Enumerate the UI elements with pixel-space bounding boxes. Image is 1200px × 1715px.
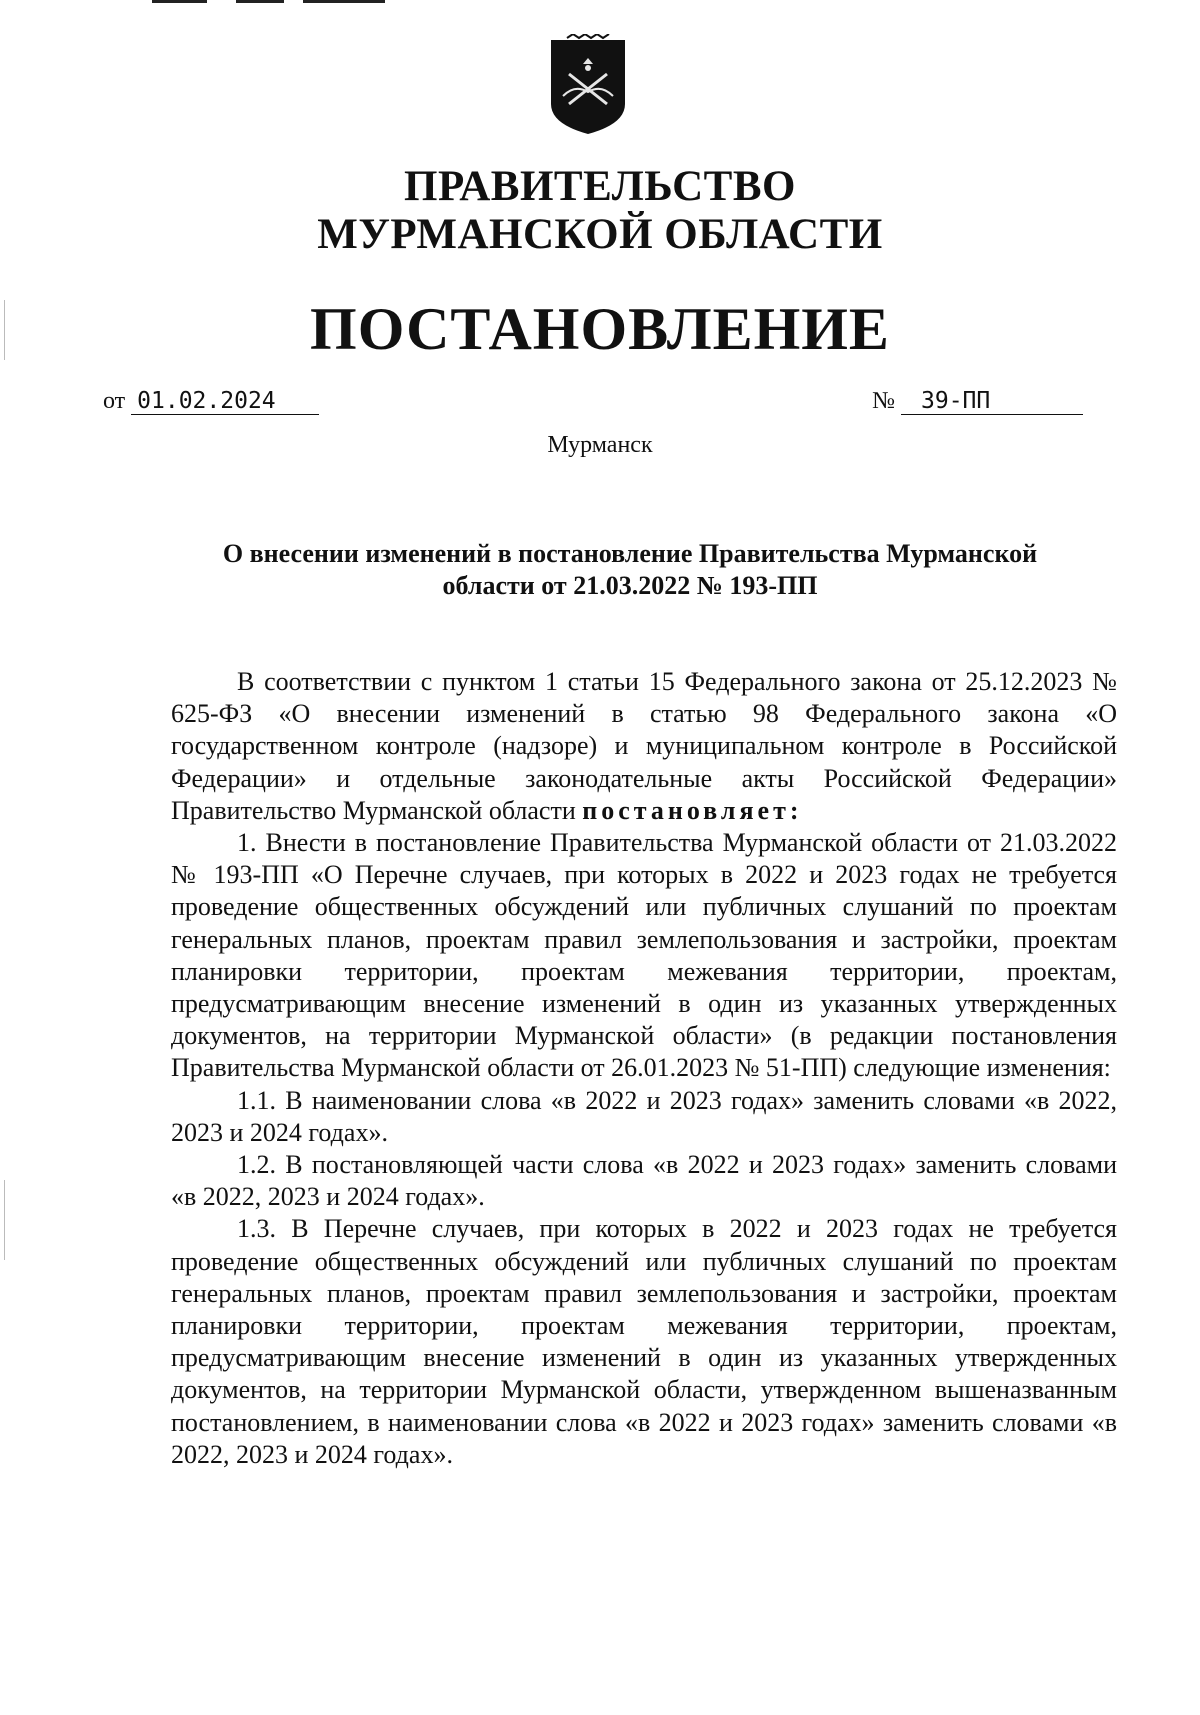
organization-title [0,163,1200,259]
document-type-heading: ПОСТАНОВЛЕНИЕ [310,296,890,362]
document-meta-row [103,388,1083,428]
document-number [872,388,1083,415]
document-subject [180,538,1080,602]
decree-word: постановляет: [582,795,803,825]
number-prefix: № [872,388,895,414]
scan-artifact [152,0,207,3]
organization-title-line2: МУРМАНСКОЙ ОБЛАСТИ [317,211,883,258]
item-1-paragraph: 1. Внести в постановление Правительства Мурманской области от 21.03.2022 № 193-ПП «О Перечне случаев, при которых в 2022 и 2023 годах не требуется проведение общественных обсуждений или публичных слушаний по проектам генеральных планов, проектам правил землепользования и застройки, проектам планировки территории, проектам межевания территории, проектам, предусматривающим внесение изменений в один из указанных утвержденных документов, на территории Мурманской области» (в редакции постановления Правительства Мурманской области от 26.01.2023 № 51-ПП) следующие изменения: [171,828,1117,1083]
date-prefix: от [103,388,126,414]
organization-title-line1: ПРАВИТЕЛЬСТВО [404,163,796,210]
date-value: 01.02.2024 [131,388,319,415]
preamble-text: В соответствии с пунктом 1 статьи 15 Федерального закона от 25.12.2023 № 625-ФЗ «О внесении изменений в статью 98 Федерального закона «О государственном контроле (надзоре) и муниципальном контроле в Российской Федерации» и отдельные законодательные акты Российской Федерации» Правительство Мурманской области [171,667,1117,825]
preamble-paragraph [171,666,1117,827]
number-value: 39-ПП [901,388,1083,415]
document-subject-line1: О внесении изменений в постановление Правительства Мурманской [222,539,1038,568]
item-1-3-paragraph: 1.3. В Перечне случаев, при которых в 2022 и 2023 годах не требуется проведение общественных обсуждений или публичных слушаний по проектам генеральных планов, проектам правил землепользования и застройки, проектам планировки территории, проектам межевания территории, проектам, предусматривающим внесение изменений в один из указанных утвержденных документов, на территории Мурманской области, утвержденном вышеназванным постановлением, в наименовании слова «в 2022 и 2023 годах» заменить словами «в 2022, 2023 и 2024 годах». [171,1214,1117,1469]
scan-artifact [236,0,284,3]
item-1-1-paragraph: 1.1. В наименовании слова «в 2022 и 2023 годах» заменить словами «в 2022, 2023 и 2024 годах». [171,1085,1117,1147]
scan-artifact [303,0,385,3]
document-date [103,388,319,415]
document-body [171,666,1117,1471]
document-subject-line2: области от 21.03.2022 № 193-ПП [442,571,818,600]
scan-artifact [4,1180,5,1260]
city-name: Мурманск [547,432,653,458]
item-1-2-paragraph: 1.2. В постановляющей части слова «в 2022 и 2023 годах» заменить словами «в 2022, 2023 и 2024 годах». [171,1150,1117,1212]
coat-of-arms-emblem [545,34,631,136]
